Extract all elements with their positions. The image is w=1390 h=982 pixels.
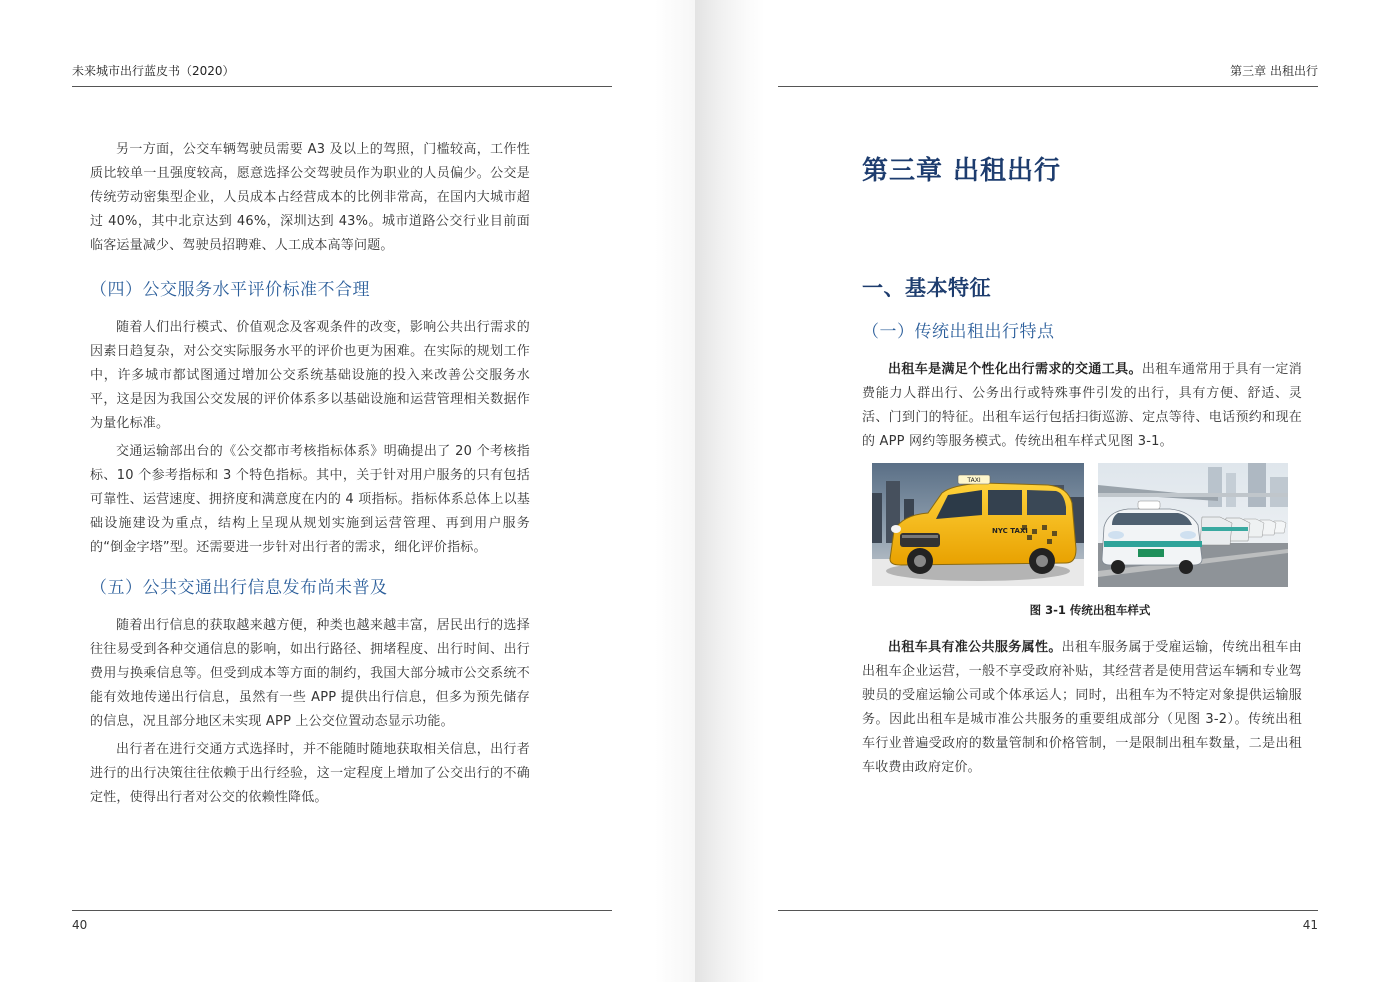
subsection-title: （一）传统出租出行特点 — [862, 322, 1055, 342]
right-body-top — [862, 320, 1302, 454]
left-header-rule — [72, 86, 612, 87]
right-paragraph-2-text: 出租车服务属于受雇运输，传统出租车由出租车企业运营，一般不享受政府补贴，其经营者是使用营运车辆和专业驾驶员的受雇运输公司或个体承运人；同时，出租车为不特定对象提供运输服务。因此出租车是城市准公共服务的重要组成部分（见图 3-2）。传统出租车行业普遍受政府的数量管制和价格管制，一是限制出租车数量，二是出租车收费由政府定价。 — [862, 640, 1302, 775]
yellow-taxi-illustration — [872, 463, 1084, 586]
figure-taxi-queue-photo — [1098, 463, 1288, 587]
figure-caption: 图 3-1 传统出租车样式 — [1029, 603, 1151, 617]
left-paragraph-4: 随着出行信息的获取越来越方便，种类也越来越丰富，居民出行的选择往往易受到各种交通信息的影响，如出行路径、拥堵程度、出行时间、出行费用与换乘信息等。但受到成本等方面的制约，我国大部分城市公交系统不能有效地传递出行信息，虽然有一些 APP 提供出行信息，但多为预先储存的信息，况且部分地区未实现 APP 上公交位置动态显示功能。 — [90, 618, 530, 729]
right-paragraph-1-lead: 出租车是满足个性化出行需求的交通工具。 — [888, 362, 1142, 377]
right-paragraph-1 — [862, 358, 1302, 454]
left-paragraph-3: 交通运输部出台的《公交都市考核指标体系》明确提出了 20 个考核指标、10 个参考指标和 3 个特色指标。其中，关于针对用户服务的只有包括可靠性、运营速度、拥挤度和满意度在内的 4 项指标。指标体系总体上以基础设施建设为重点，结构上呈现从规划实施到运营管理、再到用户服务的“倒金字塔”型。还需要进一步针对出行者的需求，细化评价指标。 — [90, 444, 530, 555]
left-running-head: 未来城市出行蓝皮书（2020） — [72, 64, 235, 78]
left-paragraph-2: 随着人们出行模式、价值观念及客观条件的改变，影响公共出行需求的因素日趋复杂，对公交实际服务水平的评价也更为困难。在实际的规划工作中，许多城市都试图通过增加公交系统基础设施的投入来改善公交服务水平，这是因为我国公交发展的评价体系多以基础设施和运营管理相关数据作为量化标准。 — [90, 320, 530, 431]
taxi-queue-illustration — [1098, 463, 1288, 587]
right-header-rule — [778, 86, 1318, 87]
taxi-roof-sign: TAXI — [967, 477, 981, 484]
right-paragraph-2 — [862, 636, 1302, 780]
right-body-bottom — [862, 636, 1302, 780]
right-footer-rule — [778, 910, 1318, 911]
right-running-head: 第三章 出租出行 — [1230, 64, 1318, 78]
taxi-side-text: NYC TAXI — [992, 527, 1028, 535]
left-body — [90, 138, 530, 810]
left-paragraph-5: 出行者在进行交通方式选择时，并不能随时随地获取相关信息，出行者进行的出行决策往往依赖于出行经验，这一定程度上增加了公交出行的不确定性，使得出行者对公交的依赖性降低。 — [90, 742, 530, 805]
section-title: 一、基本特征 — [862, 276, 991, 300]
right-paragraph-1-text: 出租车通常用于具有一定消费能力人群出行、公务出行或特殊事件引发的出行，具有方便、舒适、灵活、门到门的特征。出租车运行包括扫街巡游、定点等待、电话预约和现在的 APP 网约等服务模式。传统出租车样式见图 3-1。 — [862, 362, 1302, 449]
heading-section-4: （四）公交服务水平评价标准不合理 — [90, 280, 370, 300]
gutter-shadow — [695, 0, 765, 982]
left-page-edge-shadow — [655, 0, 695, 982]
right-paragraph-2-lead: 出租车具有准公共服务属性。 — [888, 640, 1062, 655]
chapter-title: 第三章 出租出行 — [862, 156, 1062, 186]
figure-yellow-taxi-photo — [872, 463, 1084, 586]
left-paragraph-1: 另一方面，公交车辆驾驶员需要 A3 及以上的驾照，门槛较高，工作性质比较单一且强度较高，愿意选择公交驾驶员作为职业的人员偏少。公交是传统劳动密集型企业，人员成本占经营成本的比例非常高，在国内大城市超过 40%，其中北京达到 46%，深圳达到 43%。城市道路公交行业目前面临客运量减少、驾驶员招聘难、人工成本高等问题。 — [90, 142, 530, 253]
left-page-number: 40 — [72, 918, 88, 932]
right-page-number: 41 — [1302, 918, 1318, 932]
left-footer-rule — [72, 910, 612, 911]
heading-section-5: （五）公共交通出行信息发布尚未普及 — [90, 578, 388, 598]
